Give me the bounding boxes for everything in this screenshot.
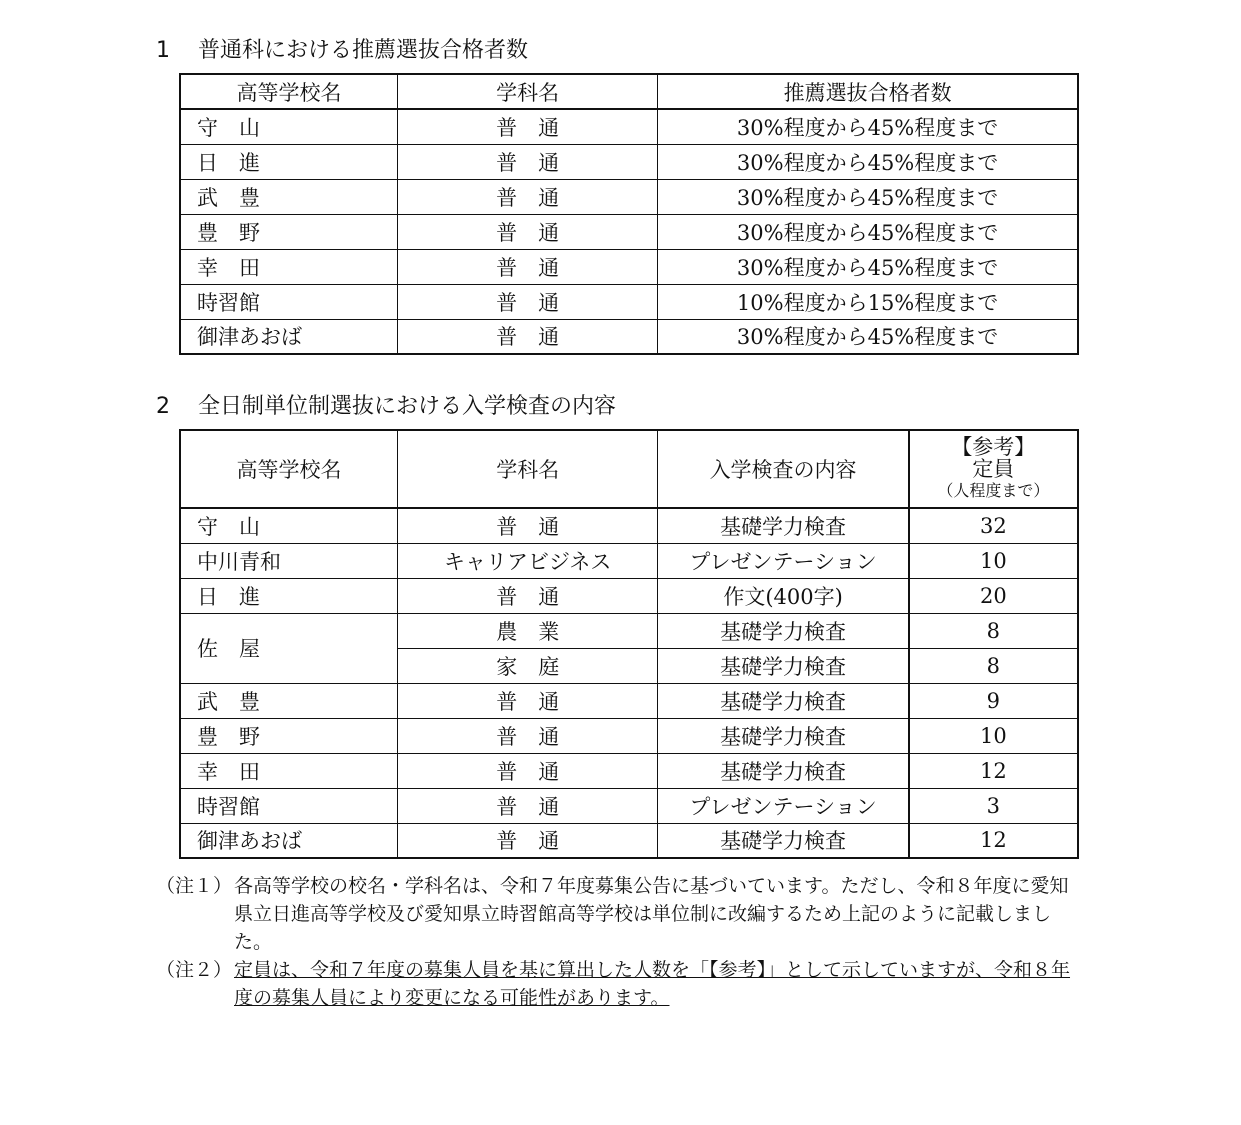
table-row (180, 249, 1078, 284)
dept-name: キャリアビジネス (397, 543, 658, 578)
exam-content: プレゼンテーション (658, 788, 909, 823)
school-name: 幸 田 (180, 249, 398, 284)
table-row (180, 823, 1078, 858)
section1-number: 1 (156, 38, 170, 63)
exam-content: 基礎学力検査 (658, 648, 909, 683)
school-name: 武 豊 (180, 179, 398, 214)
dept-name: 普 通 (397, 753, 658, 788)
exam-content: 作文(400字) (658, 578, 909, 613)
school-name: 御津あおば (180, 823, 397, 858)
dept-name: 普 通 (398, 214, 658, 249)
dept-name: 普 通 (398, 109, 658, 144)
recommendation-table (179, 73, 1079, 355)
school-name: 時習館 (180, 284, 398, 319)
capacity: 32 (909, 508, 1078, 543)
capacity: 20 (909, 578, 1078, 613)
school-name: 日 進 (180, 578, 397, 613)
dept-name: 普 通 (397, 578, 658, 613)
table-row (180, 508, 1078, 543)
exam-content: 基礎学力検査 (658, 753, 909, 788)
dept-name: 普 通 (397, 823, 658, 858)
exam-content: 基礎学力検査 (658, 683, 909, 718)
capacity: 10 (909, 718, 1078, 753)
school-name: 豊 野 (180, 718, 397, 753)
header-school: 高等学校名 (180, 74, 398, 109)
header-dept: 学科名 (397, 430, 658, 508)
recommendation-count: 30%程度から45%程度まで (658, 109, 1078, 144)
dept-name: 農 業 (397, 613, 658, 648)
capacity: 10 (909, 543, 1078, 578)
section2-heading (156, 392, 616, 422)
school-name: 守 山 (180, 508, 397, 543)
dept-name: 普 通 (398, 319, 658, 354)
dept-name: 普 通 (397, 508, 658, 543)
table-row (180, 613, 1078, 648)
school-name: 守 山 (180, 109, 398, 144)
note-2-tag: （注２） (156, 959, 233, 981)
capacity: 12 (909, 753, 1078, 788)
exam-content: プレゼンテーション (658, 543, 909, 578)
recommendation-count: 30%程度から45%程度まで (658, 319, 1078, 354)
note-1 (156, 872, 1076, 956)
table-row (180, 214, 1078, 249)
dept-name: 普 通 (397, 718, 658, 753)
table-header-row (180, 74, 1078, 109)
section1-title: 普通科における推薦選抜合格者数 (198, 38, 529, 63)
table-row (180, 319, 1078, 354)
dept-name: 普 通 (397, 788, 658, 823)
dept-name: 普 通 (398, 179, 658, 214)
table-row (180, 683, 1078, 718)
capacity: 8 (909, 613, 1078, 648)
header-reference-capacity (909, 430, 1078, 508)
school-name: 中川青和 (180, 543, 397, 578)
recommendation-count: 30%程度から45%程度まで (658, 144, 1078, 179)
section2-number: 2 (156, 394, 170, 419)
dept-name: 普 通 (398, 144, 658, 179)
recommendation-count: 30%程度から45%程度まで (658, 179, 1078, 214)
note-2 (156, 956, 1076, 1012)
school-name: 武 豊 (180, 683, 397, 718)
note-1-tag: （注１） (156, 875, 233, 897)
exam-content: 基礎学力検査 (658, 718, 909, 753)
exam-content-table (179, 429, 1079, 859)
header-recommendation: 推薦選抜合格者数 (658, 74, 1078, 109)
school-name: 日 進 (180, 144, 398, 179)
table-row (180, 144, 1078, 179)
section2-title: 全日制単位制選抜における入学検査の内容 (198, 394, 617, 419)
table-header-row (180, 430, 1078, 508)
recommendation-count: 30%程度から45%程度まで (658, 249, 1078, 284)
header-ref-label: 【参考】 (951, 435, 1036, 459)
dept-name: 普 通 (398, 249, 658, 284)
exam-content: 基礎学力検査 (658, 823, 909, 858)
table-row (180, 718, 1078, 753)
header-dept: 学科名 (398, 74, 658, 109)
recommendation-count: 30%程度から45%程度まで (658, 214, 1078, 249)
capacity: 3 (909, 788, 1078, 823)
section1-heading (156, 36, 528, 66)
header-exam: 入学検査の内容 (658, 430, 909, 508)
capacity: 8 (909, 648, 1078, 683)
note-1-text: 各高等学校の校名・学科名は、令和７年度募集公告に基づいています。ただし、令和８年度に愛知県立日進高等学校及び愛知県立時習館高等学校は単位制に改編するため上記のように記載しました。 (234, 875, 1069, 953)
exam-content: 基礎学力検査 (658, 613, 909, 648)
table-row (180, 578, 1078, 613)
header-school: 高等学校名 (180, 430, 397, 508)
table-row (180, 753, 1078, 788)
recommendation-count: 10%程度から15%程度まで (658, 284, 1078, 319)
table-row (180, 284, 1078, 319)
table-row (180, 109, 1078, 144)
school-name: 時習館 (180, 788, 397, 823)
dept-name: 家 庭 (397, 648, 658, 683)
note-2-text: 定員は、令和７年度の募集人員を基に算出した人数を「【参考】」として示していますが、令和８年度の募集人員により変更になる可能性があります。 (234, 959, 1071, 1009)
exam-content: 基礎学力検査 (658, 508, 909, 543)
school-name: 佐 屋 (180, 613, 397, 683)
dept-name: 普 通 (397, 683, 658, 718)
school-name: 幸 田 (180, 753, 397, 788)
notes (156, 872, 1076, 1012)
table-row (180, 788, 1078, 823)
school-name: 豊 野 (180, 214, 398, 249)
dept-name: 普 通 (398, 284, 658, 319)
table-row (180, 543, 1078, 578)
capacity: 12 (909, 823, 1078, 858)
school-name: 御津あおば (180, 319, 398, 354)
capacity: 9 (909, 683, 1078, 718)
header-capacity-label: 定員 (972, 457, 1015, 481)
header-capacity-unit: （人程度まで） (937, 481, 1050, 500)
table-row (180, 179, 1078, 214)
